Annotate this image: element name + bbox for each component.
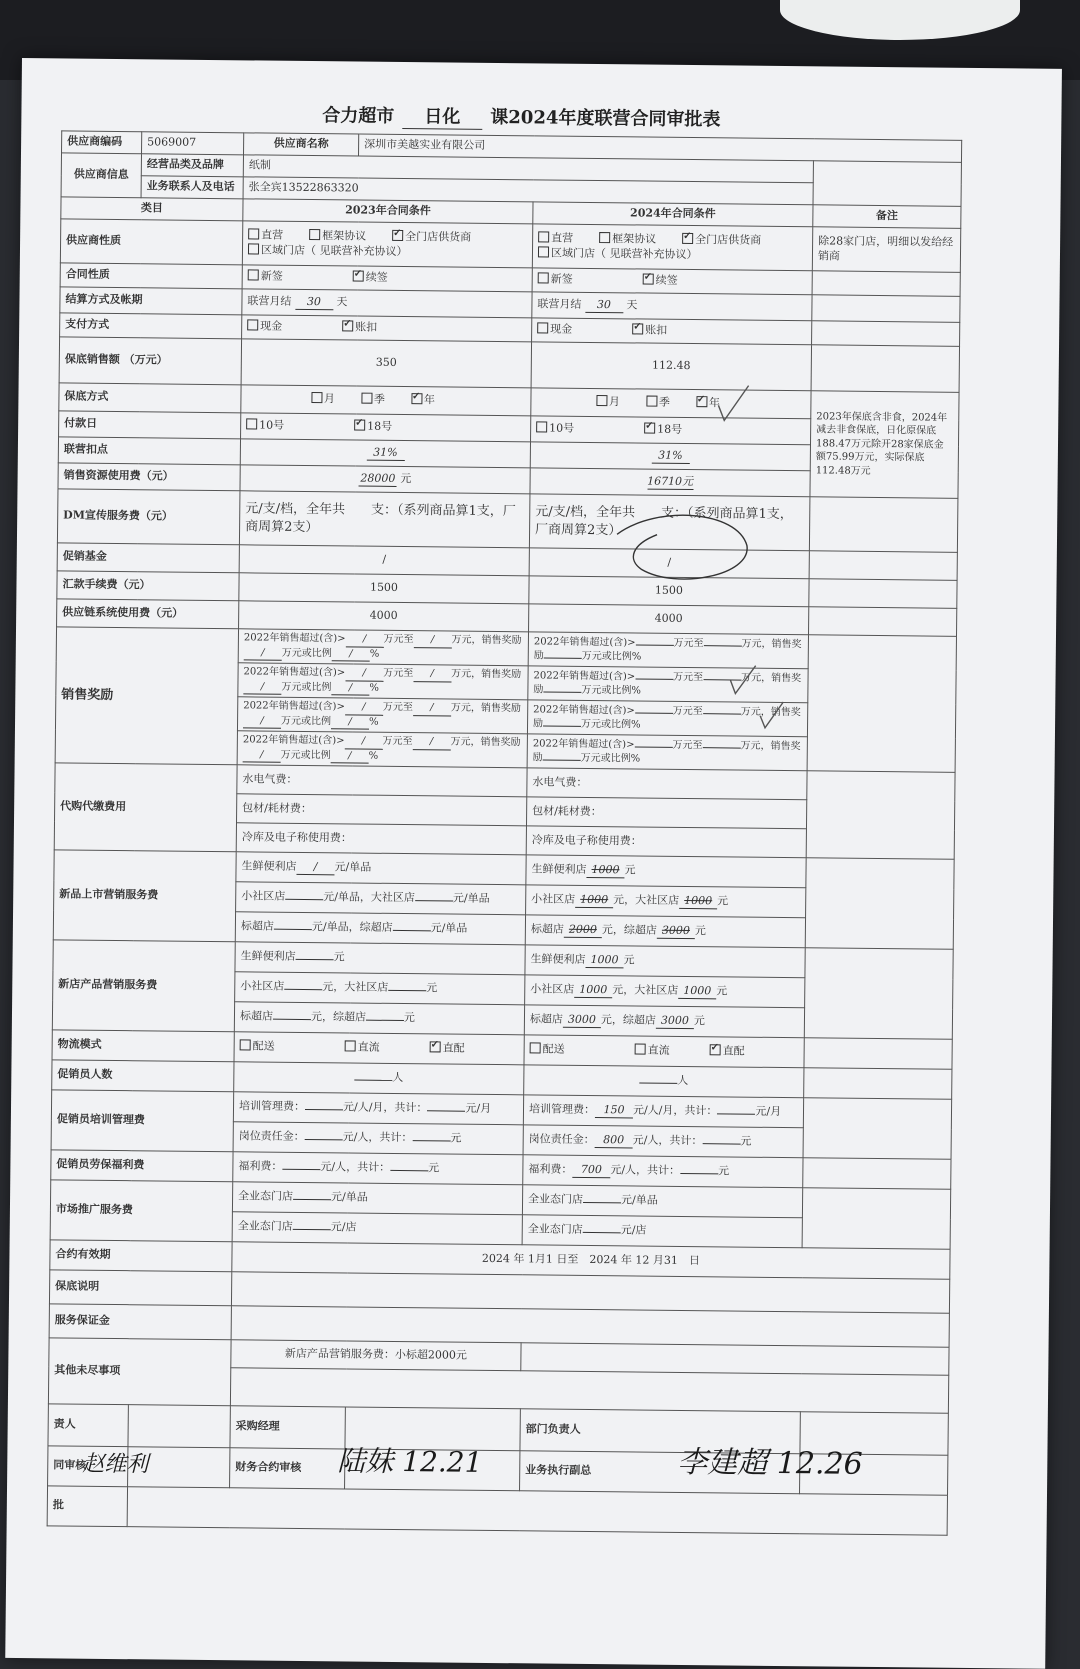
- welfare-2023: 福利费： 元/人，共计： 元: [233, 1152, 523, 1185]
- contract-2023: 新签✓ 续签: [242, 265, 532, 292]
- reward-2024-row: 2022年销售超过(含)> 万元至 万元，销售奖励 万元或比例%: [527, 700, 807, 737]
- resource-2024: 16710元: [530, 468, 810, 497]
- remit-2024: 1500: [529, 576, 809, 607]
- promo-2023: /: [239, 545, 529, 576]
- sign-label-finance: 财务合约审核: [230, 1448, 345, 1489]
- info-label: 供应商信息: [61, 153, 141, 198]
- market-2023-l1: 全业态门店 元/单品: [232, 1182, 522, 1215]
- agency-2024-l2: 包材/耗材费：: [526, 797, 806, 829]
- newprod-2024-fresh: 生鲜便利店 1000 元: [526, 855, 806, 888]
- dm-2024: 元/支/档，全年共 支：（系列商品算1支，厂商周算2支）: [529, 494, 810, 551]
- sign-label-approve: 批: [47, 1486, 127, 1527]
- contact-label: 业务联系人及电话: [141, 176, 243, 199]
- deposit-label: 服务保证金: [49, 1304, 231, 1340]
- newstore-2023-community: 小社区店 元，大社区店 元: [235, 972, 525, 1005]
- period-value: 2024 年 1月1 日至 2024 年 12 月31 日: [232, 1242, 950, 1280]
- settle-2023: 联营月结 30 天: [242, 289, 532, 318]
- handwritten-marks: [12, 58, 1022, 1068]
- market-2023-l2: 全业态门店 元/店: [232, 1212, 522, 1245]
- other-value: 新店产品营销服务费：小标超2000元: [231, 1340, 521, 1371]
- sign-cell-1: [128, 1405, 230, 1448]
- title-dept: 日化: [402, 102, 482, 130]
- train-2024-l2: 岗位责任金： 800 元/人，共计： 元: [523, 1125, 803, 1158]
- pay-label: 支付方式: [60, 313, 242, 339]
- newprod-2023-community: 小社区店 元/单品，大社区店 元/单品: [236, 882, 526, 915]
- agency-2023-l3: 冷库及电子称使用费：: [236, 823, 526, 855]
- market-2024-l1: 全业态门店 元/单品: [522, 1185, 802, 1218]
- empty: [803, 1158, 951, 1190]
- reward-2023-row: 2022年销售超过(含)> / 万元至 / 万元，销售奖励/ 万元或比例 / %: [237, 731, 527, 768]
- period-label: 合约有效期: [50, 1240, 232, 1272]
- contract-label: 合同性质: [60, 263, 242, 289]
- point-2024: 31%: [530, 442, 810, 471]
- agency-2023-l2: 包材/耗材费：: [237, 794, 527, 826]
- nature-2023: 直营 框架协议✓ 全门店供货商 区域门店（ 见联营补充协议）: [242, 221, 532, 268]
- supply-2023: 4000: [239, 601, 529, 632]
- payday-2023: 10号✓ 18号: [241, 413, 531, 442]
- gmode-remark: 2023年保底含非食，2024年减去非食保底，日化原保底188.47万元除开28家保底金额75.99万元，实际保底112.48万元: [810, 391, 959, 499]
- newstore-2023-fresh: 生鲜便利店 元: [235, 942, 525, 975]
- name-label: 供应商名称: [243, 133, 358, 156]
- reward-2024-row: 2022年销售超过(含)> 万元至 万元，销售奖励 万元或比例%: [528, 666, 808, 703]
- empty: [804, 1068, 952, 1100]
- category-label: 经营品类及品牌: [141, 154, 243, 177]
- staff-2023: 人: [234, 1062, 524, 1095]
- reward-2023-row: 2022年销售超过(含)> / 万元至 / 万元，销售奖励/ 万元或比例 / %: [238, 629, 528, 666]
- train-2023-l2: 岗位责任金： 元/人，共计： 元: [233, 1122, 523, 1155]
- empty: [802, 1188, 951, 1250]
- hdr-category: 类目: [61, 197, 243, 221]
- pay-2023: 现金✓ 账扣: [242, 315, 532, 342]
- supply-label: 供应链系统使用费（元）: [57, 599, 239, 629]
- train-2024-l1: 培训管理费： 150 元/人/月，共计： 元/月: [523, 1095, 803, 1128]
- pay-2024: 现金✓ 账扣: [532, 318, 812, 345]
- reward-2024-row: 2022年销售超过(含)> 万元至 万元，销售奖励 万元或比例%: [527, 734, 807, 771]
- newprod-label: 新品上市营销服务费: [53, 850, 236, 942]
- check-mark: [718, 385, 748, 420]
- nature-remark: 除28家门店，明细以发给经销商: [812, 227, 960, 273]
- hdr-2024: 2024年合同条件: [533, 202, 813, 227]
- newprod-2024-community: 小社区店 1000 元，大社区店 1000 元: [526, 885, 806, 918]
- dm-label: DM宣传服务费（元）: [57, 489, 240, 545]
- payday-label: 付款日: [59, 411, 241, 439]
- guarantee-2024: 112.48: [531, 342, 811, 391]
- contact-value: 张全宾13522863320: [243, 177, 813, 205]
- signature-2: 陆妹 12.21: [337, 1444, 483, 1479]
- empty: [521, 1343, 949, 1375]
- hdr-2023: 2023年合同条件: [243, 199, 533, 224]
- train-label: 促销员培训管理费: [51, 1090, 234, 1152]
- agency-2024-l1: 水电气费：: [527, 768, 807, 800]
- guarantee-2023: 350: [241, 339, 531, 388]
- contract-2024: 新签✓ 续签: [532, 268, 812, 295]
- agency-label: 代购代缴费用: [54, 763, 237, 852]
- supply-2024: 4000: [529, 604, 809, 635]
- point-2023: 31%: [240, 439, 530, 468]
- promo-label: 促销基金: [57, 543, 239, 573]
- staff-label: 促销员人数: [52, 1060, 234, 1092]
- dm-2023: 元/支/档，全年共 支：（系列商品算1支，厂商周算2支）: [239, 491, 530, 548]
- newprod-2024-super: 标超店 2000 元，综超店 3000 元: [525, 915, 805, 948]
- sign-label-buyer: 采购经理: [230, 1406, 345, 1449]
- code-label: 供应商编码: [62, 131, 142, 154]
- point-label: 联营扣点: [58, 437, 240, 465]
- hdr-remarks: 备注: [813, 205, 961, 229]
- sign-cell-7: [127, 1487, 947, 1536]
- newstore-label: 新店产品营销服务费: [52, 940, 235, 1032]
- nature-label: 供应商性质: [60, 219, 242, 265]
- code-value: 5069007: [142, 132, 244, 155]
- signature-3: 李建超 12.26: [677, 1444, 863, 1482]
- train-2023-l1: 培训管理费： 元/人/月，共计： 元/月: [233, 1092, 523, 1125]
- logistics-2024: 配送 直流✓ 直配: [524, 1035, 804, 1068]
- gmode-2023: 月 季✓ 年: [241, 385, 531, 416]
- empty: [803, 1098, 952, 1160]
- approval-form-paper: [5, 58, 1062, 1669]
- reward-label: 销售奖励: [55, 627, 238, 765]
- remit-2023: 1500: [239, 573, 529, 604]
- remit-label: 汇款手续费（元）: [57, 571, 239, 601]
- newstore-2023-super: 标超店 元，综超店 元: [234, 1002, 524, 1035]
- sign-label-dept: 部门负责人: [520, 1409, 800, 1454]
- signature-1: 赵维利: [82, 1451, 149, 1478]
- newstore-2024-super: 标超店 3000 元，综超店 3000 元: [524, 1005, 804, 1038]
- payday-2024: 10号✓ 18号: [531, 416, 811, 445]
- newprod-2023-super: 标超店 元/单品，综超店 元/单品: [235, 912, 525, 945]
- sign-label-responsible: 责人: [48, 1404, 128, 1447]
- circle-mark: [617, 515, 748, 580]
- newstore-2024-community: 小社区店 1000 元，大社区店 1000 元: [525, 975, 805, 1008]
- gnote-label: 保底说明: [49, 1270, 231, 1306]
- sign-label-vp: 业务执行副总: [520, 1451, 800, 1494]
- reward-2024-row: 2022年销售超过(含)> 万元至 万元，销售奖励 万元或比例%: [528, 632, 808, 669]
- promo-2024: /: [529, 548, 809, 579]
- agency-2024-l3: 冷库及电子称使用费：: [526, 826, 806, 858]
- welfare-2024: 福利费： 700 元/人，共计： 元: [523, 1155, 803, 1188]
- agency-2023-l1: 水电气费：: [237, 765, 527, 797]
- title-prefix: 合力超市: [322, 105, 395, 127]
- nature-2024: 直营 框架协议✓ 全门店供货商 区域门店（ 见联营补充协议）: [532, 224, 812, 271]
- settle-label: 结算方式及帐期: [60, 287, 242, 315]
- sign-label-review: 同审核: [48, 1446, 128, 1487]
- reward-2023-row: 2022年销售超过(含)> / 万元至 / 万元，销售奖励/ 万元或比例 / %: [238, 663, 528, 700]
- reward-2023-row: 2022年销售超过(含)> / 万元至 / 万元，销售奖励/ 万元或比例 / %: [237, 697, 527, 734]
- staff-2024: 人: [524, 1065, 804, 1098]
- category-value: 纸制: [243, 155, 813, 183]
- check-mark: [760, 702, 783, 728]
- gmode-label: 保底方式: [59, 383, 241, 413]
- check-mark: [730, 665, 755, 693]
- market-label: 市场推广服务费: [50, 1180, 233, 1242]
- guarantee-label: 保底销售额 （万元）: [59, 337, 241, 385]
- name-value: 深圳市美越实业有限公司: [358, 134, 961, 162]
- title-suffix: 课2024年度联营合同审批表: [490, 106, 721, 131]
- market-2024-l2: 全业态门店 元/店: [522, 1215, 802, 1248]
- resource-2023: 28000 元: [240, 465, 530, 494]
- resource-label: 销售资源使用费（元）: [58, 463, 240, 491]
- logistics-2023: 配送 直流✓ 直配: [234, 1032, 524, 1065]
- welfare-label: 促销员劳保福利费: [51, 1150, 233, 1182]
- gmode-2024: 月 季✓ 年: [531, 388, 811, 419]
- newstore-2024-fresh: 生鲜便利店 1000 元: [525, 945, 805, 978]
- other-label: 其他未尽事项: [48, 1338, 231, 1406]
- settle-2024: 联营月结 30 天: [532, 292, 812, 321]
- newprod-2023-fresh: 生鲜便利店 / 元/单品: [236, 852, 526, 885]
- logistics-label: 物流模式: [52, 1030, 234, 1062]
